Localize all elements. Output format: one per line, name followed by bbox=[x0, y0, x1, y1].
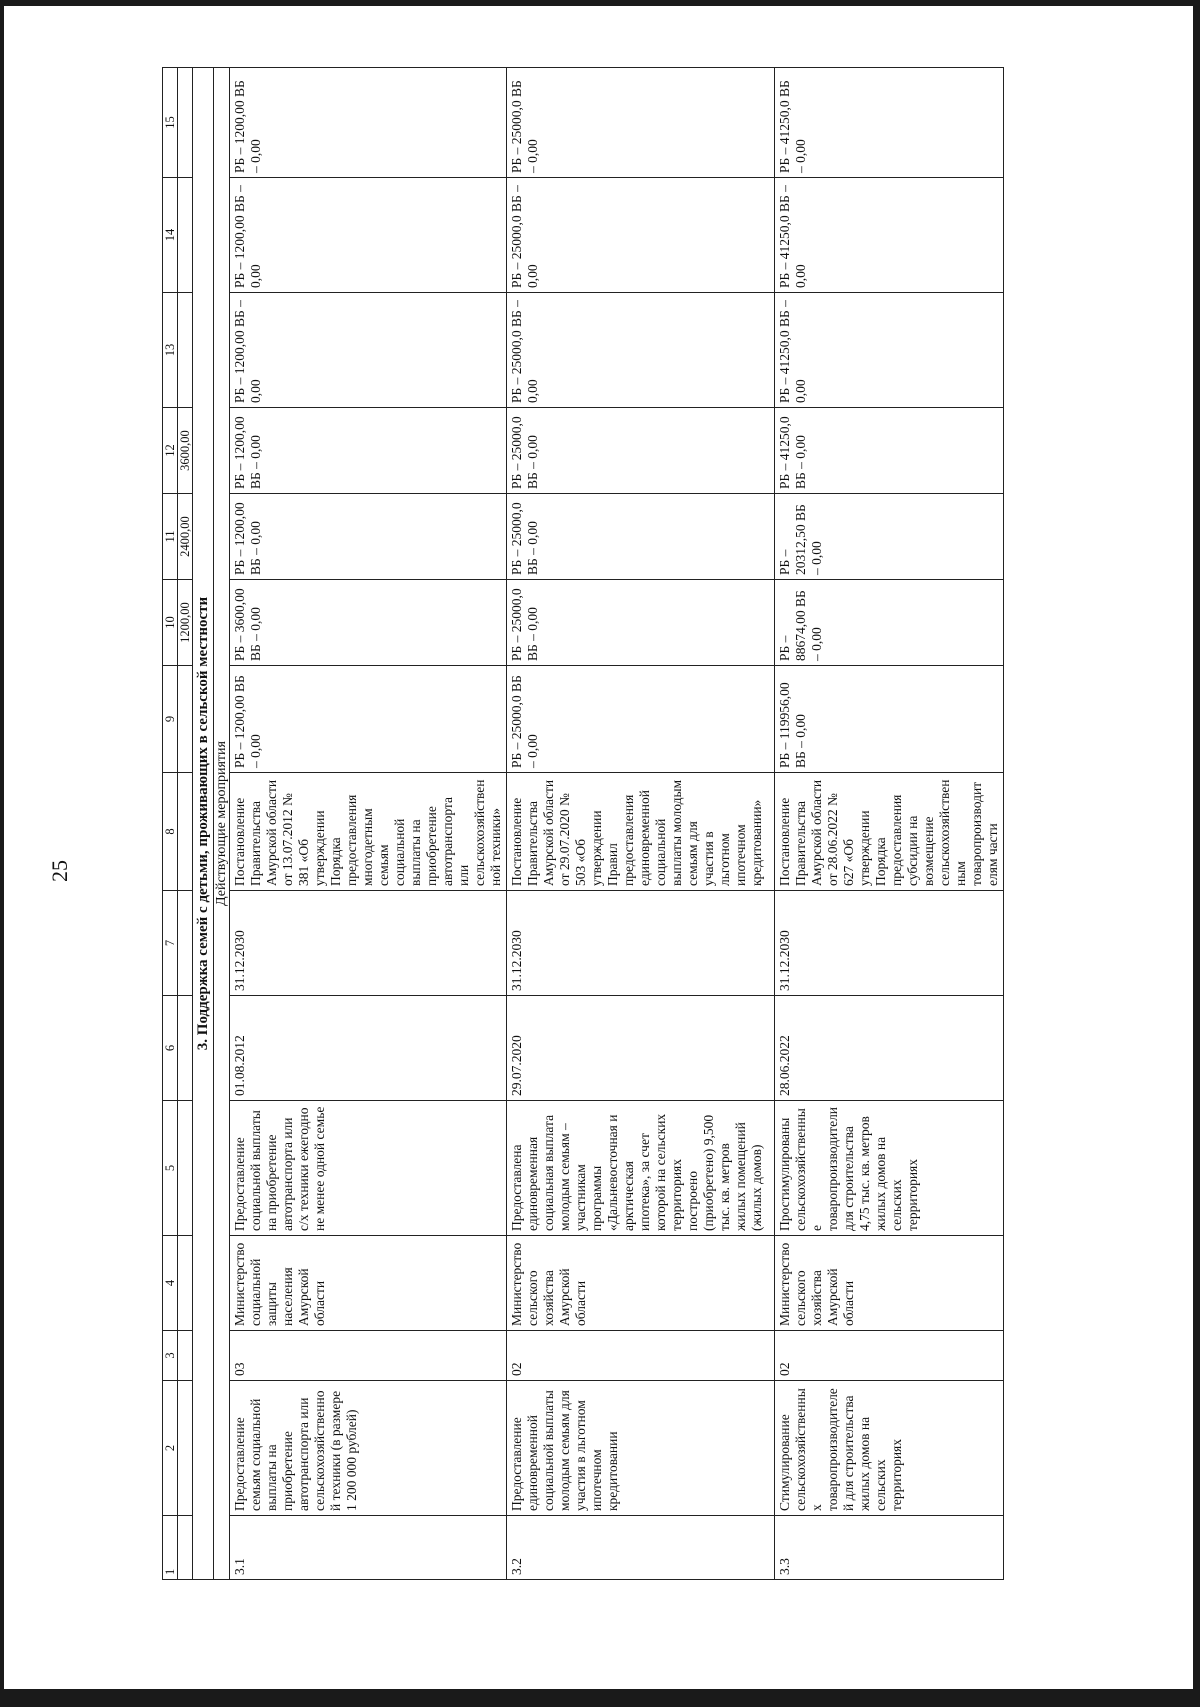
header-col-2: 2 bbox=[163, 1381, 178, 1516]
start-date-cell: 01.08.2012 bbox=[230, 996, 507, 1101]
scan-edge-bottom bbox=[0, 1689, 1200, 1707]
legal-basis-cell: Постановление Правительства Амурской области от 28.06.2022 № 627 «Об утверждении Порядка предоставления субсидии на возмещение сельскохозяйственным товаропроизводителям части bbox=[775, 773, 1004, 891]
funding-col-9: РБ – 119956,00 ВБ – 0,00 bbox=[775, 666, 1004, 773]
end-date-cell: 31.12.2030 bbox=[775, 891, 1004, 996]
funding-col-11: РБ – 20312,50 ВБ – 0,00 bbox=[775, 494, 1004, 580]
totals-empty-cell bbox=[178, 1381, 193, 1516]
funding-col-11: РБ – 1200,00 ВБ – 0,00 bbox=[230, 494, 507, 580]
header-col-14: 14 bbox=[163, 178, 178, 293]
totals-empty-cell bbox=[178, 1101, 193, 1236]
total-col-12: 3600,00 bbox=[178, 408, 193, 494]
totals-empty-cell bbox=[178, 1331, 193, 1381]
page-number: 25 bbox=[47, 860, 72, 882]
code-cell: 03 bbox=[230, 1331, 507, 1381]
funding-col-14: РБ – 25000,0 ВБ – 0,00 bbox=[507, 178, 775, 293]
row-number: 3.1 bbox=[230, 1516, 507, 1580]
table-row bbox=[507, 68, 775, 1580]
section-title: 3. Поддержка семей с детьми, проживающих в сельской местности bbox=[193, 68, 214, 1580]
subsection-title-row bbox=[214, 68, 230, 1580]
funding-col-15: РБ – 1200,00 ВБ – 0,00 bbox=[230, 68, 507, 178]
section-title-row bbox=[193, 68, 214, 1580]
header-col-15: 15 bbox=[163, 68, 178, 178]
measure-name: Предоставление единовременной социальной выплаты молодым семьям для участия в льготном ипотечном кредитовании bbox=[507, 1381, 775, 1516]
result-cell: Простимулированы сельскохозяйственные товаропроизводители для строительства 4,75 тыс. кв. метров жилых домов на сельских территориях bbox=[775, 1101, 1004, 1236]
funding-col-10: РБ – 88674,00 ВБ – 0,00 bbox=[775, 580, 1004, 666]
legal-basis-cell: Постановление Правительства Амурской области от 29.07.2020 № 503 «Об утверждении Правил предоставления единовременной социальной выплаты молодым семьям для участия в льготном ипотечном кредитовании» bbox=[507, 773, 775, 891]
start-date-cell: 28.06.2022 bbox=[775, 996, 1004, 1101]
header-col-5: 5 bbox=[163, 1101, 178, 1236]
header-col-10: 10 bbox=[163, 580, 178, 666]
table-row bbox=[230, 68, 507, 1580]
header-col-4: 4 bbox=[163, 1236, 178, 1331]
funding-col-12: РБ – 1200,00 ВБ – 0,00 bbox=[230, 408, 507, 494]
header-col-12: 12 bbox=[163, 408, 178, 494]
funding-col-9: РБ – 1200,00 ВБ – 0,00 bbox=[230, 666, 507, 773]
totals-row bbox=[178, 68, 193, 1580]
header-col-7: 7 bbox=[163, 891, 178, 996]
start-date-cell: 29.07.2020 bbox=[507, 996, 775, 1101]
rotated-table-sheet bbox=[162, 68, 1122, 1580]
funding-col-12: РБ – 25000,0 ВБ – 0,00 bbox=[507, 408, 775, 494]
header-col-13: 13 bbox=[163, 293, 178, 408]
subsection-title: Действующие мероприятия bbox=[214, 68, 230, 1580]
executor-cell: Министерство сельского хозяйства Амурской области bbox=[775, 1236, 1004, 1331]
header-col-11: 11 bbox=[163, 494, 178, 580]
totals-empty-cell bbox=[178, 178, 193, 293]
funding-col-13: РБ – 1200,00 ВБ – 0,00 bbox=[230, 293, 507, 408]
executor-cell: Министерство социальной защиты населения Амурской области bbox=[230, 1236, 507, 1331]
funding-col-15: РБ – 25000,0 ВБ – 0,00 bbox=[507, 68, 775, 178]
total-col-11: 2400,00 bbox=[178, 494, 193, 580]
row-number: 3.2 bbox=[507, 1516, 775, 1580]
scan-edge-right bbox=[1193, 0, 1200, 1707]
header-col-8: 8 bbox=[163, 773, 178, 891]
funding-col-13: РБ – 41250,0 ВБ – 0,00 bbox=[775, 293, 1004, 408]
code-cell: 02 bbox=[507, 1331, 775, 1381]
header-numbers-row bbox=[163, 68, 178, 1580]
totals-empty-cell bbox=[178, 1516, 193, 1580]
row-number: 3.3 bbox=[775, 1516, 1004, 1580]
funding-col-14: РБ – 41250,0 ВБ – 0,00 bbox=[775, 178, 1004, 293]
totals-empty-cell bbox=[178, 891, 193, 996]
funding-col-14: РБ – 1200,00 ВБ – 0,00 bbox=[230, 178, 507, 293]
totals-empty-cell bbox=[178, 996, 193, 1101]
funding-col-10: РБ – 25000,0 ВБ – 0,00 bbox=[507, 580, 775, 666]
end-date-cell: 31.12.2030 bbox=[230, 891, 507, 996]
result-cell: Предоставлена единовременная социальная выплата молодым семьям – участникам программы «Дальневосточная и арктическая ипотека», за счет которой на сельских территориях построено (приобретено) 9,500 тыс. кв. метров жилых помещений (жилых домов) bbox=[507, 1101, 775, 1236]
funding-col-12: РБ – 41250,0 ВБ – 0,00 bbox=[775, 408, 1004, 494]
header-col-1: 1 bbox=[163, 1516, 178, 1580]
scan-edge-left bbox=[0, 0, 4, 1707]
total-col-10: 1200,00 bbox=[178, 580, 193, 666]
totals-empty-cell bbox=[178, 68, 193, 178]
funding-col-13: РБ – 25000,0 ВБ – 0,00 bbox=[507, 293, 775, 408]
scan-edge-top bbox=[0, 0, 1200, 6]
funding-col-15: РБ – 41250,0 ВБ – 0,00 bbox=[775, 68, 1004, 178]
legal-basis-cell: Постановление Правительства Амурской области от 13.07.2012 № 381 «Об утверждении Порядка предоставления многодетным семьям социальной выплаты на приобретение автотранспорта или сельскохозяйственной техники» bbox=[230, 773, 507, 891]
measure-name: Предоставление семьям социальной выплаты на приобретение автотранспорта или сельскохозяйственной техники (в размере 1 200 000 рублей) bbox=[230, 1381, 507, 1516]
totals-empty-cell bbox=[178, 293, 193, 408]
result-cell: Предоставление социальной выплаты на приобретение автотранспорта или с/х техники ежегодно не менее одной семье bbox=[230, 1101, 507, 1236]
measure-name: Стимулирование сельскохозяйственных товаропроизводителей для строительства жилых домов на сельских территориях bbox=[775, 1381, 1004, 1516]
funding-col-10: РБ – 3600,00 ВБ – 0,00 bbox=[230, 580, 507, 666]
header-col-6: 6 bbox=[163, 996, 178, 1101]
header-col-3: 3 bbox=[163, 1331, 178, 1381]
end-date-cell: 31.12.2030 bbox=[507, 891, 775, 996]
program-table bbox=[162, 67, 1004, 1580]
totals-empty-cell bbox=[178, 773, 193, 891]
table-row bbox=[775, 68, 1004, 1580]
code-cell: 02 bbox=[775, 1331, 1004, 1381]
header-col-9: 9 bbox=[163, 666, 178, 773]
totals-empty-cell bbox=[178, 666, 193, 773]
executor-cell: Министерство сельского хозяйства Амурской области bbox=[507, 1236, 775, 1331]
funding-col-11: РБ – 25000,0 ВБ – 0,00 bbox=[507, 494, 775, 580]
totals-empty-cell bbox=[178, 1236, 193, 1331]
funding-col-9: РБ – 25000,0 ВБ – 0,00 bbox=[507, 666, 775, 773]
